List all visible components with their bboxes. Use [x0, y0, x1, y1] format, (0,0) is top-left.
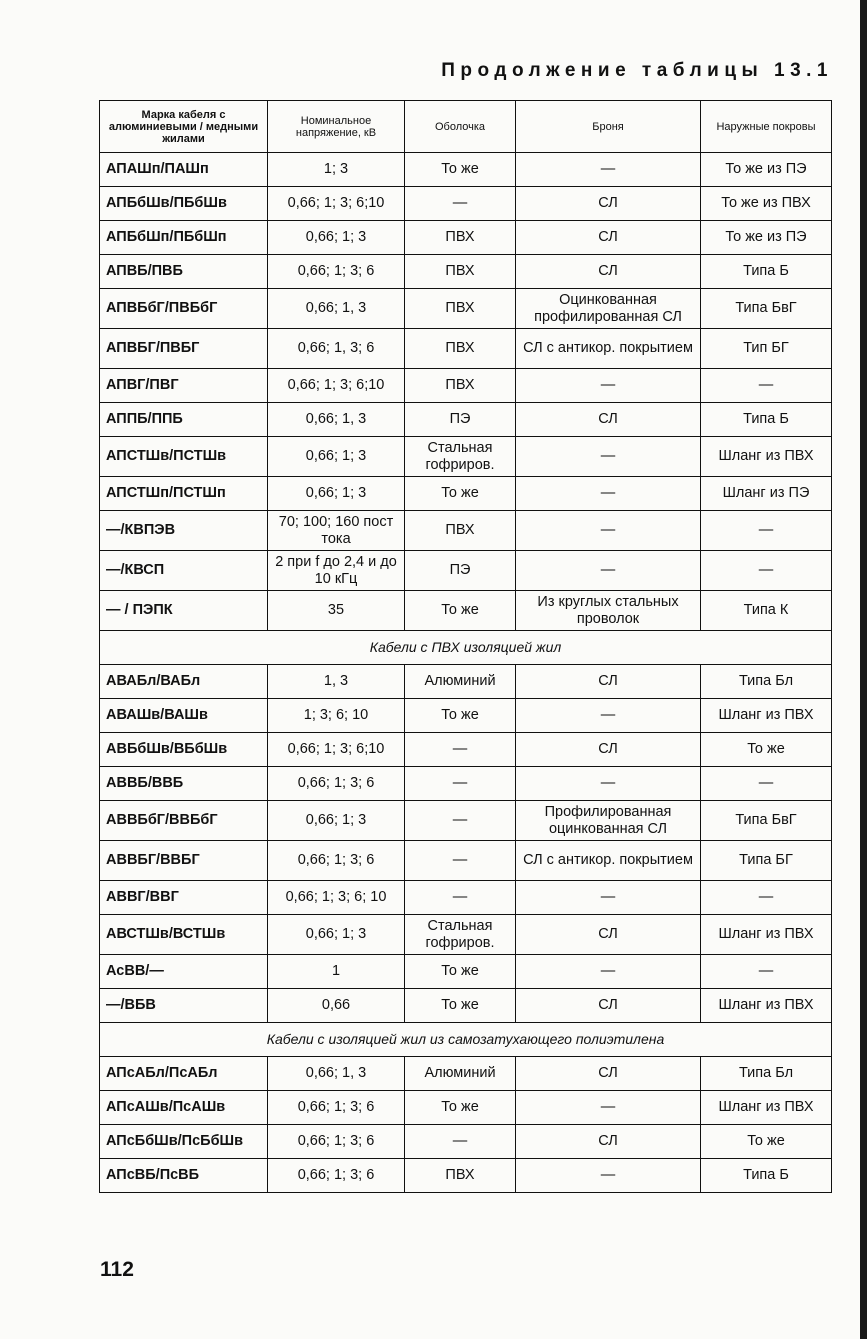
section-title: Кабели с ПВХ изоляцией жил: [100, 631, 832, 665]
cell-voltage: 1: [268, 955, 405, 989]
cell-voltage: 0,66; 1; 3; 6;10: [268, 369, 405, 403]
cell-voltage: 0,66; 1; 3; 6; 10: [268, 881, 405, 915]
table-row: [100, 801, 832, 841]
cell-outer-cover: —: [701, 881, 832, 915]
cell-voltage: 1, 3: [268, 665, 405, 699]
table-row: [100, 841, 832, 881]
cell-brand: АПАШп/ПАШп: [100, 153, 268, 187]
column-header-armor: Броня: [516, 101, 701, 153]
cell-sheath: То же: [405, 477, 516, 511]
cell-brand: АПБбШв/ПБбШв: [100, 187, 268, 221]
cell-outer-cover: Типа БвГ: [701, 801, 832, 841]
cell-sheath: ПВХ: [405, 329, 516, 369]
cell-brand: АПсВБ/ПсВБ: [100, 1159, 268, 1193]
table-row: [100, 153, 832, 187]
table-row: [100, 733, 832, 767]
table-row: [100, 369, 832, 403]
table-row: [100, 699, 832, 733]
cell-brand: АВВБГ/ВВБГ: [100, 841, 268, 881]
cell-voltage: 35: [268, 591, 405, 631]
column-header-voltage: Номинальное напряжение, кВ: [268, 101, 405, 153]
cell-brand: АВВБбГ/ВВБбГ: [100, 801, 268, 841]
table-row: [100, 1057, 832, 1091]
cell-sheath: —: [405, 187, 516, 221]
cell-outer-cover: —: [701, 369, 832, 403]
cell-voltage: 2 при f до 2,4 и до 10 кГц: [268, 551, 405, 591]
table-row: [100, 1091, 832, 1125]
table-row: [100, 289, 832, 329]
cell-brand: АсВВ/—: [100, 955, 268, 989]
cell-armor: СЛ: [516, 255, 701, 289]
cell-armor: СЛ: [516, 221, 701, 255]
cell-brand: АВАБл/ВАБл: [100, 665, 268, 699]
cell-sheath: —: [405, 1125, 516, 1159]
section-header-row: [100, 631, 832, 665]
cell-brand: — / ПЭПК: [100, 591, 268, 631]
cell-sheath: Алюминий: [405, 1057, 516, 1091]
cell-sheath: Стальная гофриров.: [405, 437, 516, 477]
cell-voltage: 0,66; 1; 3; 6: [268, 1159, 405, 1193]
table-row: [100, 403, 832, 437]
cell-outer-cover: Шланг из ПВХ: [701, 915, 832, 955]
cell-outer-cover: —: [701, 551, 832, 591]
table-caption: Продолжение таблицы 13.1: [441, 60, 833, 81]
cell-outer-cover: Типа К: [701, 591, 832, 631]
cell-armor: Оцинкованная профилированная СЛ: [516, 289, 701, 329]
cell-sheath: ПВХ: [405, 255, 516, 289]
cell-brand: АВСТШв/ВСТШв: [100, 915, 268, 955]
cell-brand: АПВБ/ПВБ: [100, 255, 268, 289]
cell-voltage: 0,66; 1; 3; 6;10: [268, 187, 405, 221]
cell-outer-cover: Типа Б: [701, 255, 832, 289]
table-row: [100, 477, 832, 511]
cell-voltage: 0,66; 1; 3; 6;10: [268, 733, 405, 767]
cell-armor: —: [516, 551, 701, 591]
cell-brand: АПВБбГ/ПВБбГ: [100, 289, 268, 329]
cell-outer-cover: Типа Б: [701, 1159, 832, 1193]
cell-armor: Из круглых стальных проволок: [516, 591, 701, 631]
cell-voltage: 0,66; 1; 3; 6: [268, 767, 405, 801]
cell-outer-cover: Шланг из ПЭ: [701, 477, 832, 511]
page-number: 112: [100, 1258, 134, 1281]
cell-voltage: 0,66; 1, 3; 6: [268, 329, 405, 369]
table-row: [100, 989, 832, 1023]
cell-sheath: —: [405, 767, 516, 801]
cell-sheath: ПВХ: [405, 369, 516, 403]
cell-voltage: 1; 3; 6; 10: [268, 699, 405, 733]
cell-voltage: 0,66; 1; 3: [268, 915, 405, 955]
cell-outer-cover: То же из ПЭ: [701, 153, 832, 187]
cell-armor: —: [516, 369, 701, 403]
cell-outer-cover: Типа Бл: [701, 1057, 832, 1091]
cell-brand: АПСТШп/ПСТШп: [100, 477, 268, 511]
cell-voltage: 0,66; 1, 3: [268, 1057, 405, 1091]
cell-sheath: Алюминий: [405, 665, 516, 699]
cell-voltage: 0,66: [268, 989, 405, 1023]
table-row: [100, 187, 832, 221]
cell-voltage: 0,66; 1; 3: [268, 221, 405, 255]
cell-brand: АВБбШв/ВБбШв: [100, 733, 268, 767]
cell-sheath: ПВХ: [405, 221, 516, 255]
cell-armor: —: [516, 699, 701, 733]
cell-brand: АПсБбШв/ПсБбШв: [100, 1125, 268, 1159]
cell-outer-cover: Типа Бл: [701, 665, 832, 699]
page-edge: [860, 0, 867, 1339]
cell-armor: СЛ: [516, 989, 701, 1023]
cell-outer-cover: То же: [701, 1125, 832, 1159]
cell-outer-cover: Тип БГ: [701, 329, 832, 369]
cell-outer-cover: Шланг из ПВХ: [701, 437, 832, 477]
cell-voltage: 0,66; 1; 3; 6: [268, 841, 405, 881]
cell-voltage: 70; 100; 160 пост тока: [268, 511, 405, 551]
table-row: [100, 591, 832, 631]
cell-armor: СЛ: [516, 1125, 701, 1159]
cell-sheath: То же: [405, 955, 516, 989]
cell-brand: АПСТШв/ПСТШв: [100, 437, 268, 477]
cell-outer-cover: —: [701, 767, 832, 801]
table-row: [100, 767, 832, 801]
cell-outer-cover: То же из ПВХ: [701, 187, 832, 221]
cell-armor: СЛ: [516, 1057, 701, 1091]
cell-voltage: 0,66; 1, 3: [268, 403, 405, 437]
cell-armor: СЛ: [516, 665, 701, 699]
cell-armor: —: [516, 511, 701, 551]
cell-sheath: ПВХ: [405, 289, 516, 329]
cell-brand: —/КВПЭВ: [100, 511, 268, 551]
cell-brand: АПВБГ/ПВБГ: [100, 329, 268, 369]
cell-sheath: —: [405, 841, 516, 881]
cell-sheath: ПВХ: [405, 1159, 516, 1193]
cell-armor: СЛ: [516, 915, 701, 955]
cell-brand: АВАШв/ВАШв: [100, 699, 268, 733]
cell-sheath: —: [405, 881, 516, 915]
table-body: [100, 153, 832, 1193]
section-title: Кабели с изоляцией жил из самозатухающего полиэтилена: [100, 1023, 832, 1057]
cell-brand: АВВБ/ВВБ: [100, 767, 268, 801]
cell-voltage: 0,66; 1; 3; 6: [268, 255, 405, 289]
cell-outer-cover: Шланг из ПВХ: [701, 1091, 832, 1125]
table-row: [100, 221, 832, 255]
table-row: [100, 437, 832, 477]
cell-armor: СЛ с антикор. покрытием: [516, 841, 701, 881]
cell-armor: —: [516, 477, 701, 511]
cell-brand: АВВГ/ВВГ: [100, 881, 268, 915]
table-row: [100, 955, 832, 989]
column-header-outer-cover: Наружные покровы: [701, 101, 832, 153]
cell-sheath: —: [405, 801, 516, 841]
cell-armor: Профилированная оцинкованная СЛ: [516, 801, 701, 841]
cell-armor: СЛ с антикор. покрытием: [516, 329, 701, 369]
table-row: [100, 255, 832, 289]
column-header-brand: Марка кабеля с алюминиевыми / медными жилами: [100, 101, 268, 153]
cell-sheath: То же: [405, 989, 516, 1023]
cell-sheath: ПЭ: [405, 403, 516, 437]
cell-sheath: —: [405, 733, 516, 767]
cell-voltage: 0,66; 1; 3; 6: [268, 1091, 405, 1125]
cell-outer-cover: Шланг из ПВХ: [701, 989, 832, 1023]
cell-sheath: ПЭ: [405, 551, 516, 591]
cell-voltage: 0,66; 1, 3: [268, 289, 405, 329]
cell-armor: —: [516, 955, 701, 989]
cell-sheath: То же: [405, 591, 516, 631]
table-row: [100, 915, 832, 955]
cell-armor: —: [516, 437, 701, 477]
cell-sheath: То же: [405, 153, 516, 187]
cell-voltage: 0,66; 1; 3: [268, 477, 405, 511]
cell-brand: АПВГ/ПВГ: [100, 369, 268, 403]
table-row: [100, 329, 832, 369]
cell-outer-cover: Типа БГ: [701, 841, 832, 881]
cell-armor: —: [516, 153, 701, 187]
cell-armor: СЛ: [516, 403, 701, 437]
cell-outer-cover: —: [701, 511, 832, 551]
cell-voltage: 0,66; 1; 3: [268, 437, 405, 477]
cable-table: [99, 100, 832, 1193]
cell-outer-cover: То же из ПЭ: [701, 221, 832, 255]
cell-brand: АПсАШв/ПсАШв: [100, 1091, 268, 1125]
table-row: [100, 665, 832, 699]
cell-outer-cover: Типа Б: [701, 403, 832, 437]
table-header-row: [100, 101, 832, 153]
cell-voltage: 0,66; 1; 3; 6: [268, 1125, 405, 1159]
cell-armor: —: [516, 881, 701, 915]
cell-sheath: ПВХ: [405, 511, 516, 551]
cell-armor: —: [516, 1091, 701, 1125]
cell-brand: АПБбШп/ПБбШп: [100, 221, 268, 255]
table-row: [100, 551, 832, 591]
cell-brand: —/ВБВ: [100, 989, 268, 1023]
cell-brand: —/КВСП: [100, 551, 268, 591]
cell-brand: АППБ/ППБ: [100, 403, 268, 437]
cell-outer-cover: Шланг из ПВХ: [701, 699, 832, 733]
column-header-sheath: Оболочка: [405, 101, 516, 153]
cell-armor: —: [516, 1159, 701, 1193]
cell-sheath: То же: [405, 1091, 516, 1125]
cell-armor: СЛ: [516, 187, 701, 221]
cell-outer-cover: —: [701, 955, 832, 989]
cell-voltage: 0,66; 1; 3: [268, 801, 405, 841]
cell-armor: СЛ: [516, 733, 701, 767]
cell-sheath: Стальная гофриров.: [405, 915, 516, 955]
section-header-row: [100, 1023, 832, 1057]
cell-armor: —: [516, 767, 701, 801]
table-row: [100, 511, 832, 551]
table-row: [100, 1125, 832, 1159]
cell-sheath: То же: [405, 699, 516, 733]
table-row: [100, 1159, 832, 1193]
cell-brand: АПсАБл/ПсАБл: [100, 1057, 268, 1091]
table-row: [100, 881, 832, 915]
cell-outer-cover: То же: [701, 733, 832, 767]
cell-outer-cover: Типа БвГ: [701, 289, 832, 329]
cell-voltage: 1; 3: [268, 153, 405, 187]
